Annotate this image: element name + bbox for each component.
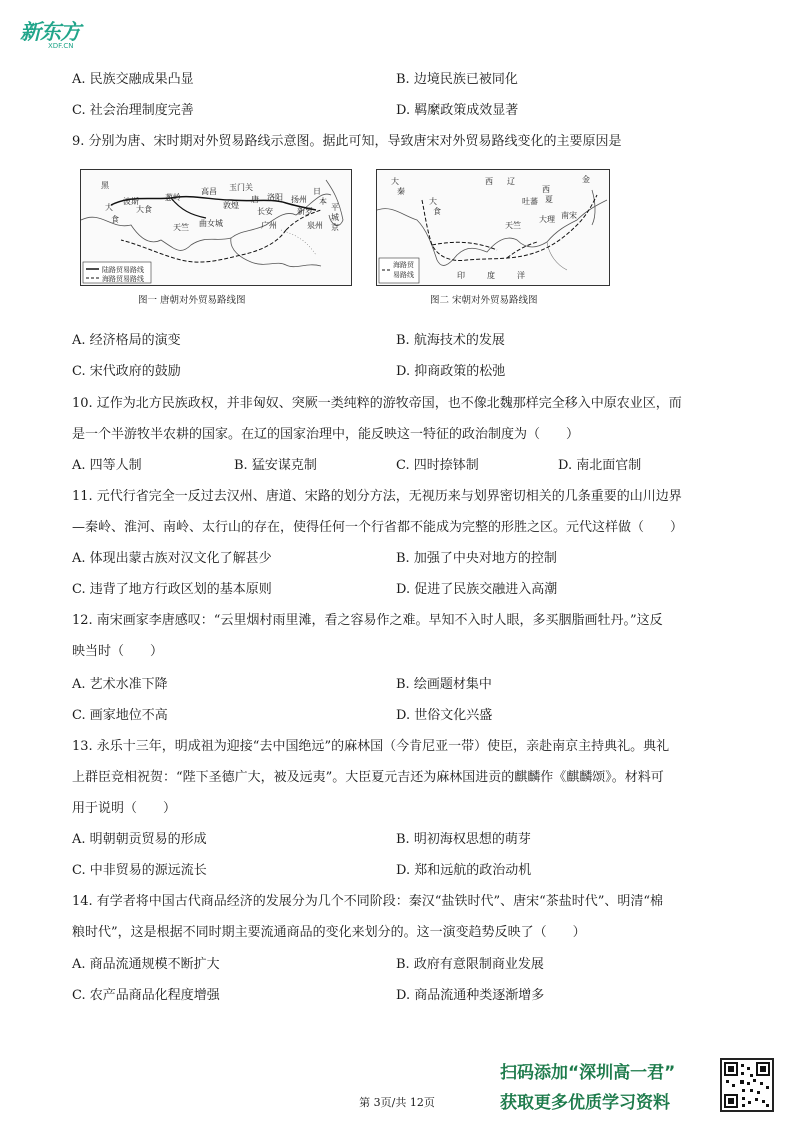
svg-text:易路线: 易路线 bbox=[393, 271, 414, 279]
svg-text:秦: 秦 bbox=[397, 187, 405, 196]
svg-text:葱岭: 葱岭 bbox=[165, 193, 181, 202]
q10-stem-line2: 是一个半游牧半农耕的国家。在辽的国家治理中，能反映这一特征的政治制度为（ ） bbox=[72, 427, 580, 442]
svg-text:大: 大 bbox=[391, 177, 399, 186]
q9-option-b: B. 航海技术的发展 bbox=[396, 333, 505, 348]
q13-option-b: B. 明初海权思想的萌芽 bbox=[396, 832, 531, 847]
q12-stem-line1: 12. 南宋画家李唐感叹：“云里烟村雨里滩，看之容易作之难。早知不入时人眼，多买胭脂画牡丹。”这反 bbox=[72, 613, 663, 628]
q14-option-c: C. 农产品商品化程度增强 bbox=[72, 988, 220, 1003]
q10-option-c: C. 四时捺钵制 bbox=[396, 458, 479, 473]
svg-text:波斯: 波斯 bbox=[123, 197, 139, 206]
map1-legend-sea: 海路贸易路线 bbox=[102, 275, 144, 283]
logo-text: 新东方 bbox=[20, 20, 80, 44]
q9-option-c: C. 宋代政府的鼓励 bbox=[72, 364, 181, 379]
svg-text:新罗: 新罗 bbox=[297, 207, 313, 216]
promo-line2: 获取更多优质学习资料 bbox=[500, 1093, 670, 1113]
q14-option-d: D. 商品流通种类逐渐增多 bbox=[396, 988, 545, 1003]
q10-option-b: B. 猛安谋克制 bbox=[234, 458, 317, 473]
svg-text:曲女城: 曲女城 bbox=[199, 219, 223, 228]
svg-text:夏: 夏 bbox=[545, 195, 553, 204]
svg-text:天竺: 天竺 bbox=[173, 223, 189, 232]
q12-option-d: D. 世俗文化兴盛 bbox=[396, 708, 493, 723]
svg-text:度: 度 bbox=[487, 271, 495, 280]
q12-stem-line2: 映当时（ ） bbox=[72, 644, 164, 659]
q14-stem-line2: 粮时代”，这是根据不同时期主要流通商品的变化来划分的。这一演变趋势反映了（ ） bbox=[72, 925, 586, 940]
q9-option-d: D. 抑商政策的松弛 bbox=[396, 364, 506, 379]
q10-option-d: D. 南北面官制 bbox=[558, 458, 642, 473]
q11-stem-line1: 11. 元代行省完全一反过去汉州、唐道、宋路的划分方法，无视历来与划界密切相关的几条重要的山川边界 bbox=[72, 489, 682, 504]
svg-text:金: 金 bbox=[582, 175, 590, 184]
svg-text:广州: 广州 bbox=[261, 221, 277, 230]
q11-option-d: D. 促进了民族交融进入高潮 bbox=[396, 582, 558, 597]
q14-option-a: A. 商品流通规模不断扩大 bbox=[72, 957, 220, 972]
svg-text:京: 京 bbox=[331, 223, 339, 232]
page-number: 第 3页/共 12页 bbox=[359, 1096, 435, 1109]
q13-option-d: D. 郑和远航的政治动机 bbox=[396, 863, 532, 878]
map2-caption: 图二 宋朝对外贸易路线图 bbox=[430, 295, 538, 306]
q8-option-b: B. 边境民族已被同化 bbox=[396, 72, 518, 87]
svg-text:食: 食 bbox=[433, 207, 441, 216]
svg-text:天竺: 天竺 bbox=[505, 221, 521, 230]
q14-option-b: B. 政府有意限制商业发展 bbox=[396, 957, 544, 972]
svg-text:辽: 辽 bbox=[507, 177, 515, 186]
svg-text:平: 平 bbox=[331, 203, 339, 212]
q12-option-b: B. 绘画题材集中 bbox=[396, 677, 492, 692]
svg-text:玉门关: 玉门关 bbox=[229, 183, 253, 192]
q10-option-a: A. 四等人制 bbox=[72, 458, 142, 473]
q9-stem: 9. 分别为唐、宋时期对外贸易路线示意图。据此可知，导致唐宋对外贸易路线变化的主要原因是 bbox=[72, 134, 622, 149]
svg-text:西: 西 bbox=[542, 185, 550, 194]
svg-text:城: 城 bbox=[331, 213, 339, 222]
svg-text:食: 食 bbox=[111, 215, 119, 224]
song-trade-map bbox=[376, 169, 610, 286]
q10-stem-line1: 10. 辽作为北方民族政权，并非匈奴、突厥一类纯粹的游牧帝国，也不像北魏那样完全移入中原农业区，而 bbox=[72, 396, 682, 411]
q8-option-d: D. 羁縻政策成效显著 bbox=[396, 103, 519, 118]
svg-text:长安: 长安 bbox=[257, 207, 273, 216]
svg-text:洋: 洋 bbox=[517, 271, 525, 280]
svg-text:泉州: 泉州 bbox=[307, 221, 323, 230]
map1-caption: 图一 唐朝对外贸易路线图 bbox=[138, 295, 246, 306]
map1-legend-land: 陆路贸易路线 bbox=[102, 266, 144, 274]
svg-text:唐: 唐 bbox=[251, 195, 259, 204]
q13-option-a: A. 明朝朝贡贸易的形成 bbox=[72, 832, 207, 847]
svg-text:敦煌: 敦煌 bbox=[223, 201, 239, 210]
svg-text:西: 西 bbox=[485, 177, 493, 186]
q8-option-c: C. 社会治理制度完善 bbox=[72, 103, 194, 118]
q13-stem-line2: 上群臣竞相祝贺：“陛下圣德广大，被及远夷”。大臣夏元吉还为麻林国进贡的麒麟作《麒麟颂》。材料可 bbox=[72, 770, 664, 785]
svg-text:日: 日 bbox=[313, 187, 321, 196]
svg-text:海路贸: 海路贸 bbox=[393, 261, 414, 269]
svg-text:洛阳: 洛阳 bbox=[267, 193, 283, 202]
q13-stem-line3: 用于说明（ ） bbox=[72, 801, 177, 816]
q11-option-a: A. 体现出蒙古族对汉文化了解甚少 bbox=[72, 551, 272, 566]
svg-text:本: 本 bbox=[319, 197, 327, 206]
svg-text:大: 大 bbox=[105, 203, 113, 212]
q14-stem-line1: 14. 有学者将中国古代商品经济的发展分为几个不同阶段：秦汉“盐铁时代”、唐宋“茶盐时代”、明清“棉 bbox=[72, 894, 664, 909]
svg-text:扬州: 扬州 bbox=[291, 195, 307, 204]
q11-option-c: C. 违背了地方行政区划的基本原则 bbox=[72, 582, 272, 597]
promo-line1: 扫码添加“深圳高一君” bbox=[500, 1063, 676, 1083]
svg-text:大: 大 bbox=[429, 197, 437, 206]
svg-text:南宋: 南宋 bbox=[561, 211, 577, 220]
q12-option-c: C. 画家地位不高 bbox=[72, 708, 168, 723]
svg-text:高昌: 高昌 bbox=[201, 187, 217, 196]
logo-subtext: XDF.CN bbox=[48, 42, 74, 50]
q12-option-a: A. 艺术水准下降 bbox=[72, 677, 168, 692]
svg-text:大食: 大食 bbox=[136, 205, 152, 214]
svg-text:大理: 大理 bbox=[539, 215, 555, 224]
q8-option-a: A. 民族交融成果凸显 bbox=[72, 72, 194, 87]
q9-option-a: A. 经济格局的演变 bbox=[72, 333, 181, 348]
q13-stem-line1: 13. 永乐十三年，明成祖为迎接“去中国绝远”的麻林国（今肯尼亚一带）使臣，亲赴南京主持典礼。典礼 bbox=[72, 739, 670, 754]
svg-text:黑: 黑 bbox=[101, 181, 109, 190]
xdf-logo bbox=[20, 16, 80, 50]
q11-stem-line2: —秦岭、淮河、南岭、太行山的存在，使得任何一个行省都不能成为完整的形胜之区。元代这样做（ ） bbox=[72, 520, 684, 535]
svg-text:印: 印 bbox=[457, 271, 465, 280]
q11-option-b: B. 加强了中央对地方的控制 bbox=[396, 551, 557, 566]
tang-trade-map bbox=[80, 169, 352, 286]
svg-text:吐蕃: 吐蕃 bbox=[522, 197, 538, 206]
q13-option-c: C. 中非贸易的源远流长 bbox=[72, 863, 207, 878]
